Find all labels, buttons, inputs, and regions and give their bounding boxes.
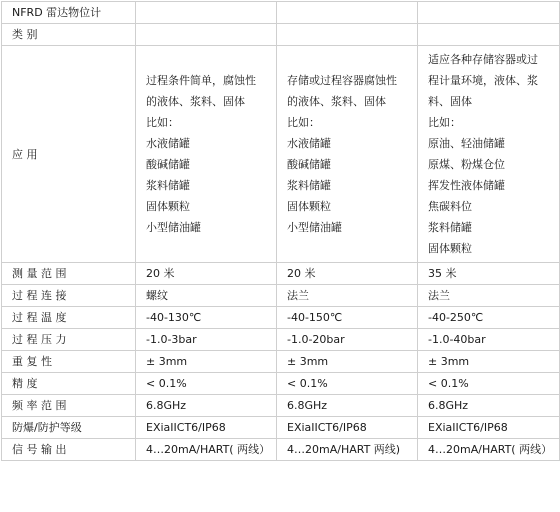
spec-value: 4…20mA/HART( 两线） xyxy=(136,439,277,461)
spec-value: -40-150℃ xyxy=(277,307,418,329)
application-line: 存储或过程容器腐蚀性 xyxy=(287,74,397,87)
spec-value: -40-250℃ xyxy=(418,307,560,329)
spec-row-protection xyxy=(2,417,560,439)
application-line: 程计量环境，液体、浆 xyxy=(428,74,538,87)
category-row xyxy=(2,24,560,46)
spec-label: 重 复 性 xyxy=(2,351,136,373)
header-cell-2 xyxy=(277,2,418,24)
spec-value: < 0.1% xyxy=(277,373,418,395)
spec-value: 20 米 xyxy=(136,263,277,285)
application-line: 适应各种存储容器或过 xyxy=(428,53,538,66)
application-line: 原油、轻油储罐 xyxy=(428,137,505,150)
application-line: 原煤、粉煤仓位 xyxy=(428,158,505,171)
header-cell-3 xyxy=(418,2,560,24)
spec-value: 法兰 xyxy=(418,285,560,307)
application-line: 挥发性液体储罐 xyxy=(428,179,505,192)
spec-value: -1.0-20bar xyxy=(277,329,418,351)
application-line: 固体颗粒 xyxy=(146,200,190,213)
spec-label: 测 量 范 围 xyxy=(2,263,136,285)
header-cell-1 xyxy=(136,2,277,24)
spec-row-range xyxy=(2,263,560,285)
application-line: 小型储油罐 xyxy=(287,221,342,234)
application-line: 浆料储罐 xyxy=(287,179,331,192)
category-cell-2 xyxy=(277,24,418,46)
application-line: 酸碱储罐 xyxy=(287,158,331,171)
product-name-cell: NFRD 雷达物位计 xyxy=(2,2,136,24)
spec-row-repeatability xyxy=(2,351,560,373)
application-line: 比如： xyxy=(287,116,320,129)
category-cell-1 xyxy=(136,24,277,46)
spec-value: 6.8GHz xyxy=(277,395,418,417)
application-line: 固体颗粒 xyxy=(287,200,331,213)
category-cell-3 xyxy=(418,24,560,46)
spec-row-frequency xyxy=(2,395,560,417)
spec-row-accuracy xyxy=(2,373,560,395)
spec-value: EXiaIICT6/IP68 xyxy=(277,417,418,439)
spec-label: 信 号 输 出 xyxy=(2,439,136,461)
application-line: 小型储油罐 xyxy=(146,221,201,234)
spec-row-temperature xyxy=(2,307,560,329)
spec-value: ± 3mm xyxy=(277,351,418,373)
spec-value: 6.8GHz xyxy=(136,395,277,417)
application-line: 固体颗粒 xyxy=(428,242,472,255)
spec-value: 4…20mA/HART( 两线） xyxy=(418,439,560,461)
spec-value: 4…20mA/HART 两线) xyxy=(277,439,418,461)
spec-label: 防爆/防护等级 xyxy=(2,417,136,439)
spec-value: -1.0-40bar xyxy=(418,329,560,351)
application-line: 比如： xyxy=(146,116,179,129)
spec-label: 频 率 范 围 xyxy=(2,395,136,417)
spec-row-output xyxy=(2,439,560,461)
category-label: 类 别 xyxy=(2,24,136,46)
application-line: 水液储罐 xyxy=(287,137,331,150)
application-line: 水液储罐 xyxy=(146,137,190,150)
application-line: 的液体、浆料、固体 xyxy=(146,95,245,108)
spec-value: < 0.1% xyxy=(418,373,560,395)
spec-value: ± 3mm xyxy=(136,351,277,373)
spec-value: 法兰 xyxy=(277,285,418,307)
application-row xyxy=(2,46,560,263)
application-line: 焦碳料位 xyxy=(428,200,472,213)
spec-value: -1.0-3bar xyxy=(136,329,277,351)
spec-value: 35 米 xyxy=(418,263,560,285)
application-cell-2 xyxy=(277,46,418,263)
spec-label: 过 程 压 力 xyxy=(2,329,136,351)
application-label: 应 用 xyxy=(2,46,136,263)
spec-value: 螺纹 xyxy=(136,285,277,307)
application-line: 浆料储罐 xyxy=(146,179,190,192)
application-line: 的液体、浆料、固体 xyxy=(287,95,386,108)
spec-value: 6.8GHz xyxy=(418,395,560,417)
application-cell-3 xyxy=(418,46,560,263)
spec-table xyxy=(1,1,560,461)
spec-value: 20 米 xyxy=(277,263,418,285)
spec-label: 过 程 连 接 xyxy=(2,285,136,307)
spec-value: -40-130℃ xyxy=(136,307,277,329)
application-cell-1 xyxy=(136,46,277,263)
application-line: 浆料储罐 xyxy=(428,221,472,234)
spec-label: 过 程 温 度 xyxy=(2,307,136,329)
header-row xyxy=(2,2,560,24)
application-line: 过程条件简单，腐蚀性 xyxy=(146,74,256,87)
application-line: 比如： xyxy=(428,116,461,129)
spec-value: ± 3mm xyxy=(418,351,560,373)
spec-row-connection xyxy=(2,285,560,307)
spec-row-pressure xyxy=(2,329,560,351)
spec-value: EXiaIICT6/IP68 xyxy=(418,417,560,439)
spec-label: 精 度 xyxy=(2,373,136,395)
spec-value: EXiaIICT6/IP68 xyxy=(136,417,277,439)
spec-value: < 0.1% xyxy=(136,373,277,395)
application-line: 料、固体 xyxy=(428,95,472,108)
application-line: 酸碱储罐 xyxy=(146,158,190,171)
